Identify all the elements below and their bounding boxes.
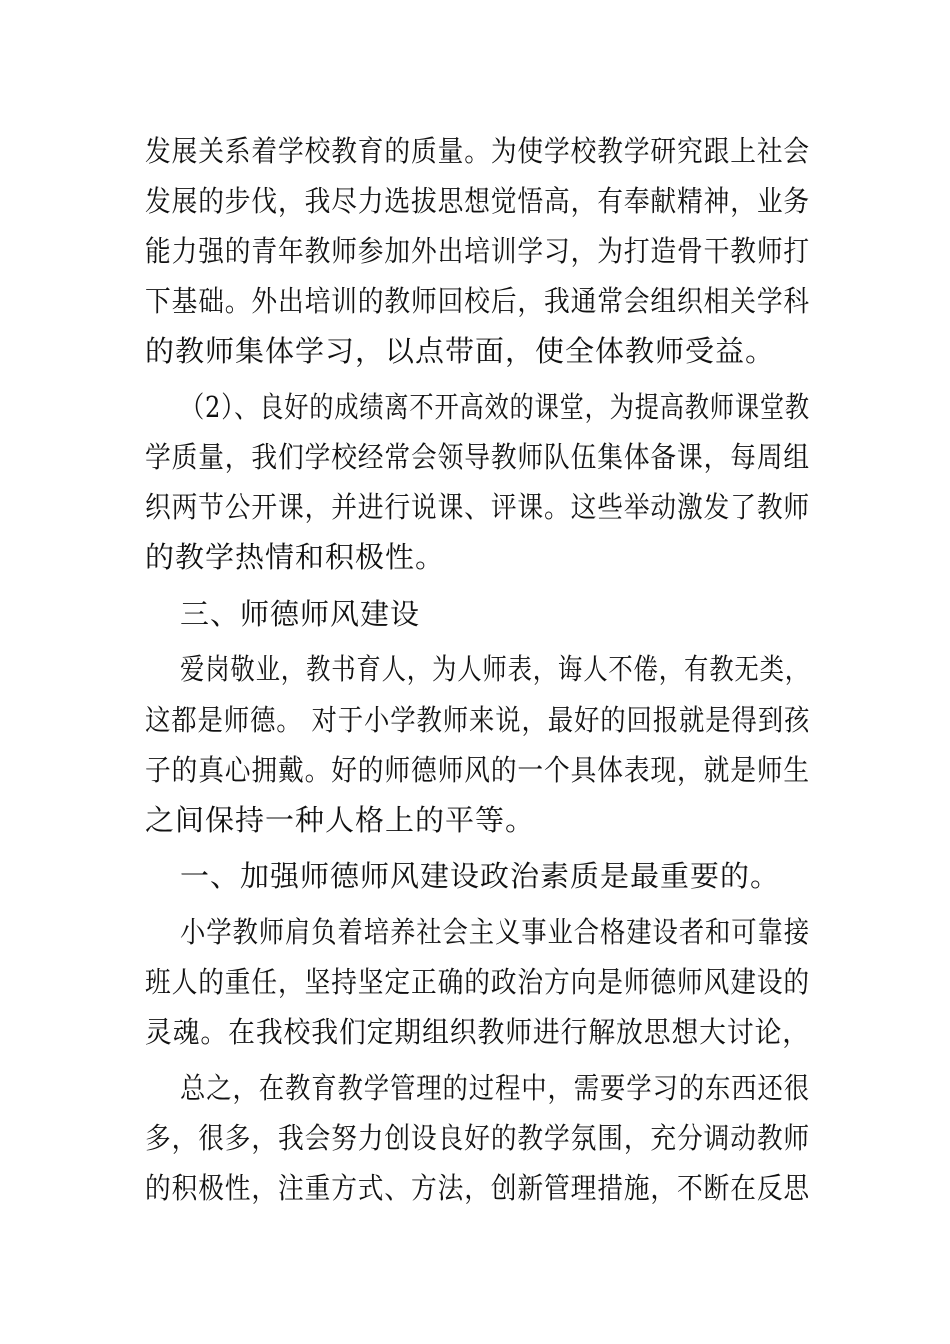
text-line: 这都是师德。 对于小学教师来说，最好的回报就是得到孩: [145, 703, 811, 737]
text-line: （2）、良好的成绩离不开高效的课堂，为提高教师课堂教: [180, 390, 810, 424]
section-heading: 三、师德师风建设: [180, 597, 421, 631]
text-line: 的教师集体学习，以点带面，使全体教师受益。: [145, 334, 776, 368]
text-line: 爱岗敬业，教书育人，为人师表，诲人不倦，有教无类，: [180, 652, 811, 686]
text-line: 学质量，我们学校经常会领导教师队伍集体备课，每周组: [145, 440, 811, 474]
text-line: 班人的重任，坚持坚定正确的政治方向是师德师风建设的: [145, 965, 811, 999]
text-line: 发展的步伐，我尽力选拔思想觉悟高，有奉献精神，业务: [145, 184, 811, 218]
text-line: 之间保持一种人格上的平等。: [145, 803, 536, 837]
text-line: 灵魂。在我校我们定期组织教师进行解放思想大讨论，: [145, 1015, 811, 1049]
text-line: 织两节公开课，并进行说课、评课。这些举动激发了教师: [145, 490, 811, 524]
text-line: 下基础。外出培训的教师回校后，我通常会组织相关学科: [145, 284, 811, 318]
text-line: 的积极性，注重方式、方法，创新管理措施，不断在反思: [145, 1171, 811, 1205]
text-line: 的教学热情和积极性。: [145, 540, 446, 574]
text-line: 总之，在教育教学管理的过程中，需要学习的东西还很: [180, 1071, 811, 1105]
text-line: 发展关系着学校教育的质量。为使学校教学研究跟上社会: [145, 134, 811, 168]
text-line: 子的真心拥戴。好的师德师风的一个具体表现，就是师生: [145, 753, 811, 787]
text-line: 多，很多，我会努力创设良好的教学氛围，充分调动教师: [145, 1121, 811, 1155]
text-line: 小学教师肩负着培养社会主义事业合格建设者和可靠接: [180, 915, 811, 949]
section-heading: 一、加强师德师风建设政治素质是最重要的。: [180, 859, 781, 893]
text-line: 能力强的青年教师参加外出培训学习，为打造骨干教师打: [145, 234, 811, 268]
